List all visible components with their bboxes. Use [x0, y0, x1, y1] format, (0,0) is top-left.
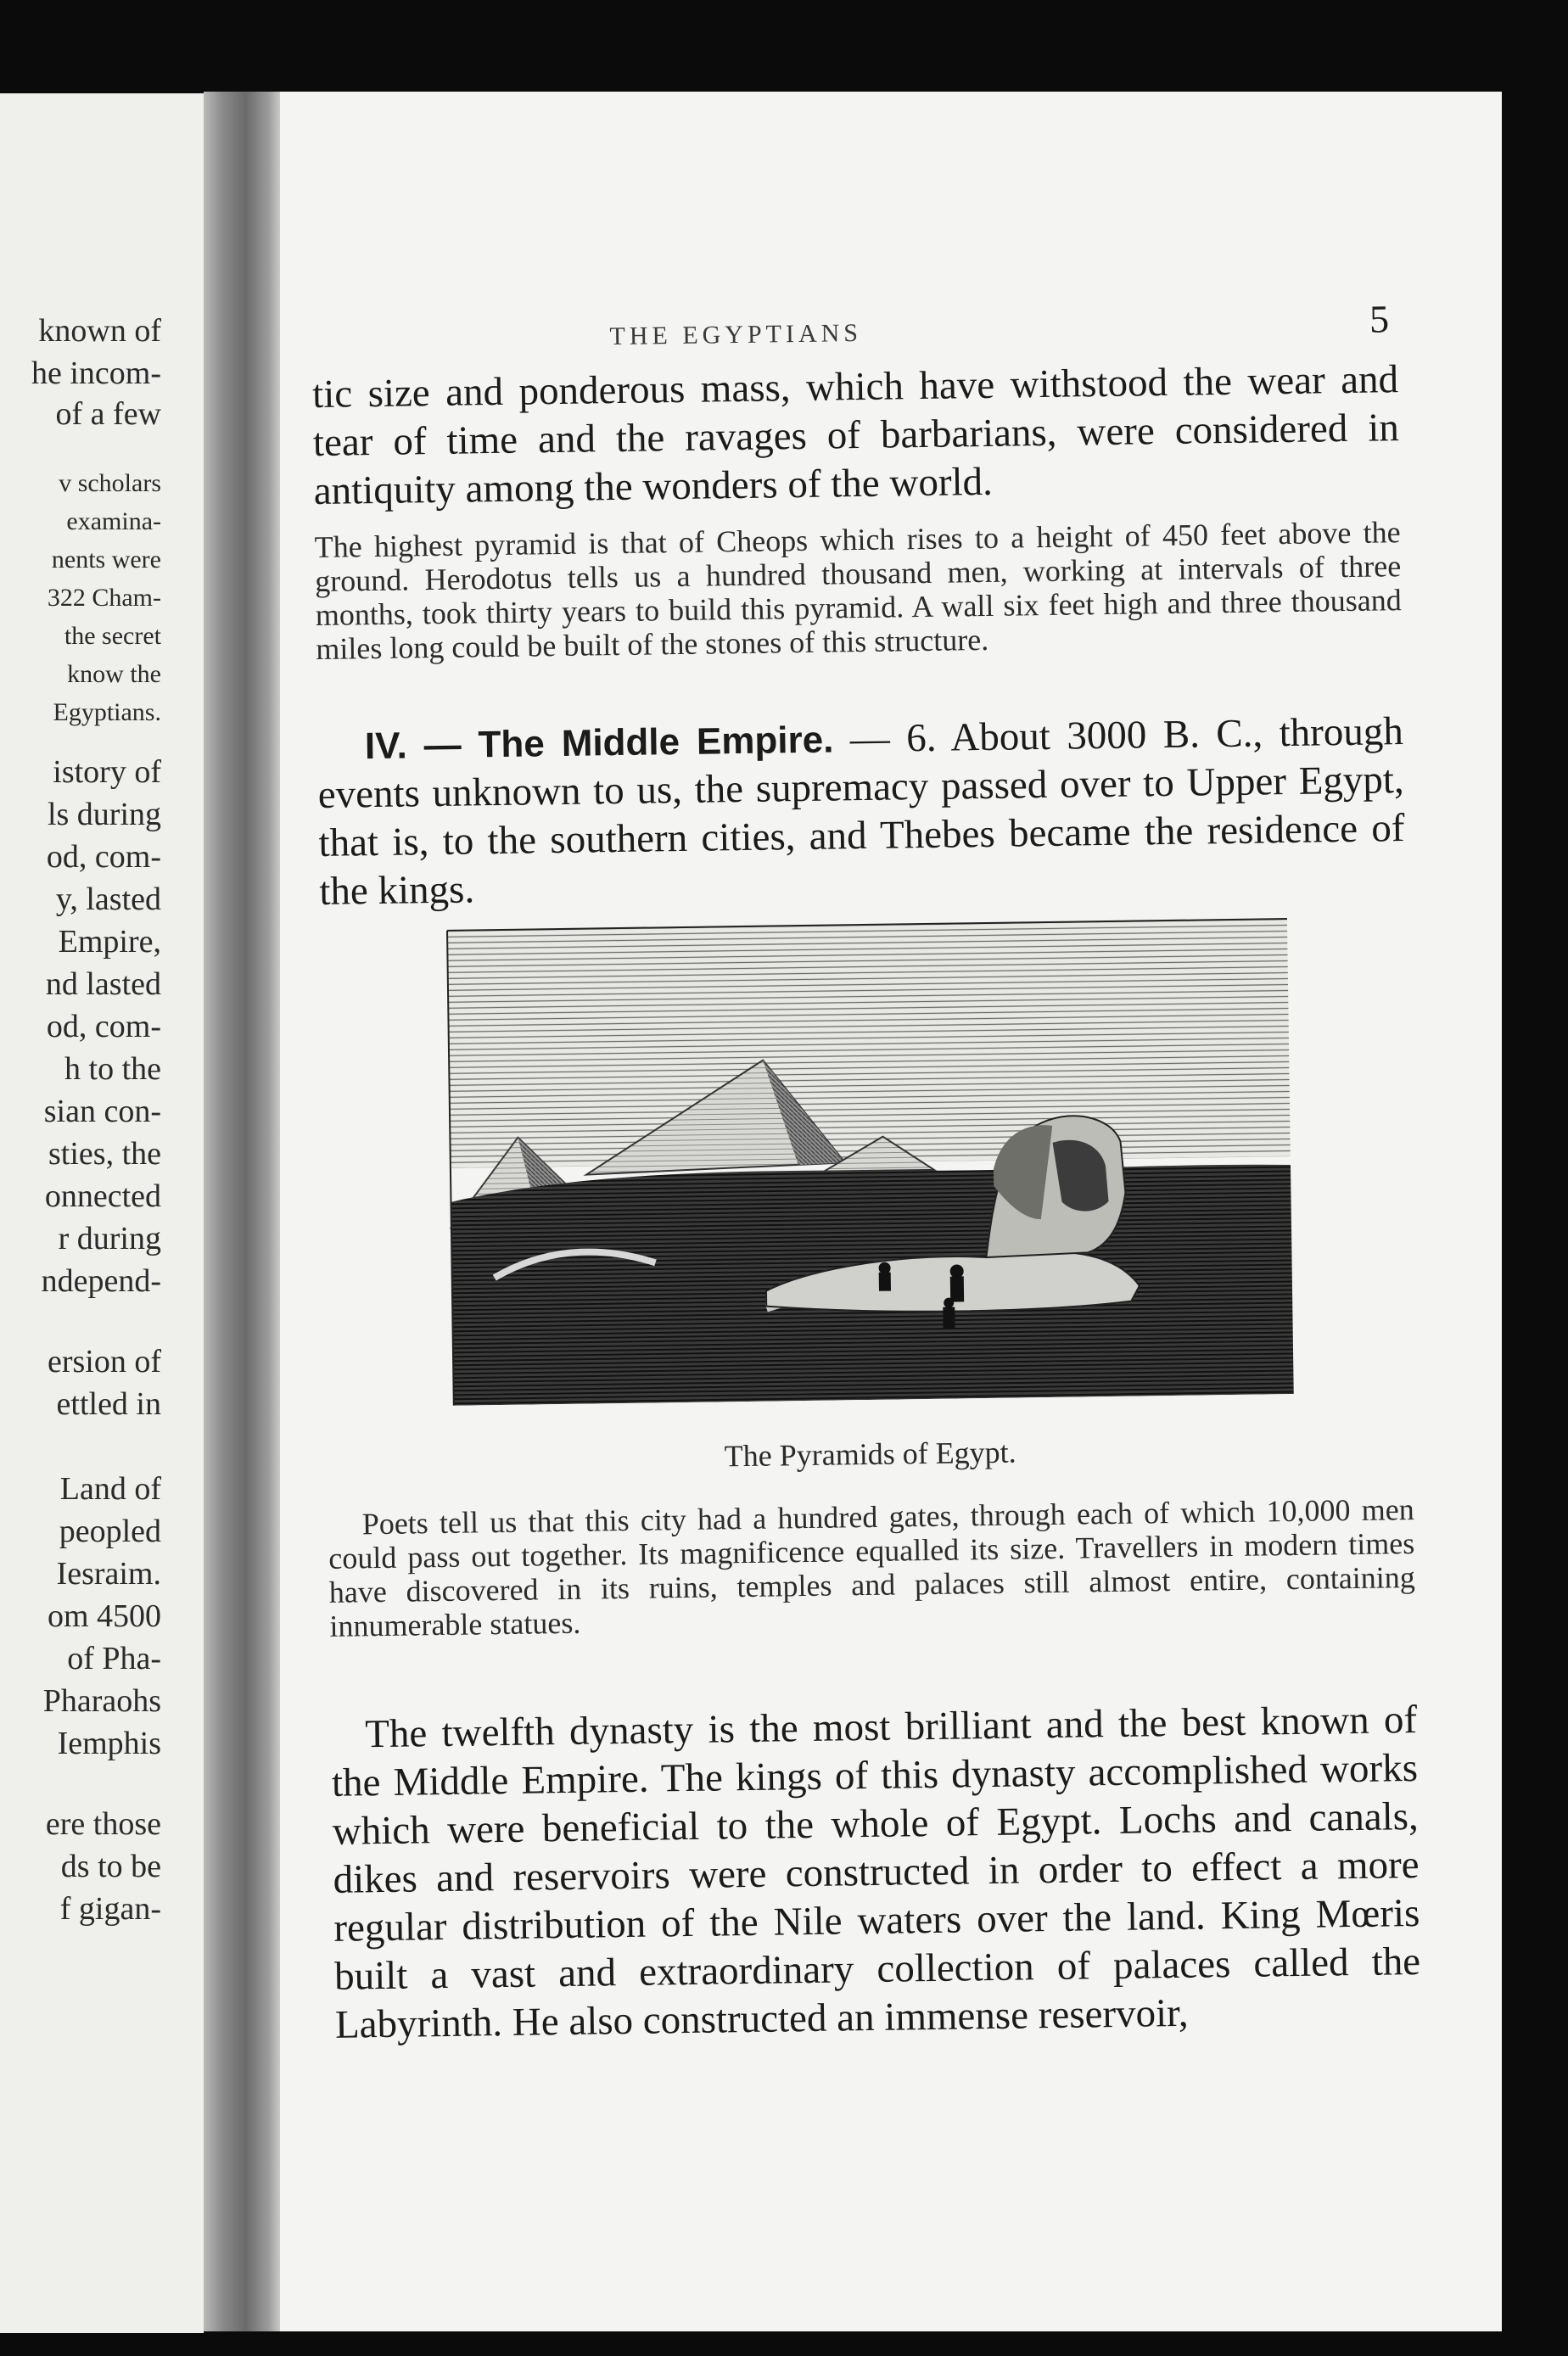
figure-caption: The Pyramids of Egypt.	[724, 1435, 1016, 1474]
left-page-line: nd lasted	[45, 966, 161, 1002]
left-page-line: onnected	[44, 1178, 161, 1214]
left-page-line: 322 Cham-	[47, 584, 161, 612]
left-page-line: of Pha-	[67, 1641, 161, 1676]
page-content	[308, 84, 1425, 2339]
left-page-line: nents were	[51, 546, 161, 574]
left-page-line: Iesraim.	[56, 1556, 161, 1592]
left-page-line: he incom-	[31, 355, 161, 391]
left-page-line: known of	[38, 313, 161, 349]
left-page-line: od, com-	[46, 1009, 161, 1044]
left-page-line: examina-	[66, 507, 161, 535]
left-page-line: ere those	[45, 1806, 161, 1842]
left-page-line: istory of	[53, 754, 161, 790]
left-page-line: ls during	[47, 797, 161, 832]
page-number: 5	[1369, 297, 1390, 341]
left-page-line: f gigan-	[59, 1891, 161, 1927]
left-page-line: r during	[58, 1221, 161, 1256]
section-text: — 6. About 3000 B. C., through events unknown to us, the supremacy passed over to Upper Egypt, that is, to the southern cities, and Thebes became the residence of the kings.	[317, 709, 1405, 914]
left-page-line: ndepend-	[41, 1263, 161, 1299]
left-page-line: the secret	[64, 622, 161, 650]
footnote-thebes: Poets tell us that this city had a hundred gates, through each of which 10,000 men could pass out together. Its magnificence equalled its size. Travellers in modern times have discovered in its ruins, temples and palaces still almost entire, containing innumerable statues.	[328, 1492, 1416, 1643]
left-page-line: od, com-	[46, 839, 161, 875]
left-page-line: of a few	[55, 396, 161, 432]
left-page-line: sties, the	[48, 1136, 161, 1172]
left-page-line: sian con-	[43, 1094, 161, 1129]
book-gutter	[204, 92, 280, 2331]
sky	[447, 919, 1291, 1168]
section-middle-empire	[317, 708, 1406, 916]
section-heading: IV. — The Middle Empire.	[364, 719, 834, 768]
left-page-line: Empire,	[58, 924, 161, 960]
left-page-line: Egyptians.	[53, 698, 161, 726]
footnote-cheops: The highest pyramid is that of Cheops which rises to a height of 450 feet above the ground. Herodotus tells us a hundred thousand men, working at intervals of three months, took thirty years to build this pyramid. A wall six feet high and three thousand miles long could be built of the stones of this structure.	[314, 515, 1402, 666]
left-page-line: ds to be	[60, 1849, 161, 1884]
left-page-line: peopled	[59, 1514, 161, 1549]
left-page-line: v scholars	[59, 469, 161, 497]
left-page-line: y, lasted	[55, 881, 161, 917]
left-page-line: om 4500	[47, 1598, 161, 1634]
running-head: THE EGYPTIANS	[609, 318, 863, 351]
previous-page	[0, 93, 204, 2333]
body-paragraph-1: tic size and ponderous mass, which have withstood the wear and tear of time and the ravages of barbarians, were considered in antiquity among the wonders of the world.	[311, 357, 1400, 513]
left-page-line: ettled in	[56, 1386, 161, 1422]
left-page-line: Pharaohs	[42, 1683, 161, 1719]
left-page-line: h to the	[64, 1051, 161, 1087]
left-page-line: Iemphis	[57, 1726, 161, 1761]
left-page-line: Land of	[59, 1471, 161, 1507]
page-header	[311, 296, 1398, 362]
left-page-line: ersion of	[47, 1344, 161, 1379]
left-page-line: know the	[67, 660, 161, 688]
body-paragraph-2: The twelfth dynasty is the most brilliant and the best known of the Middle Empire. The kings of this dynasty accomplished works which were beneficial to the whole of Egypt. Lochs and canals, dikes and reservoirs were constructed in order to effect a more regular distribution of the Nile waters over the land. King Mœris built a vast and extraordinary collection of palaces called the Labyrinth. He also constructed an immense reservoir,	[331, 1697, 1421, 2047]
pyramids-engraving	[439, 910, 1302, 1406]
current-page	[280, 92, 1502, 2331]
